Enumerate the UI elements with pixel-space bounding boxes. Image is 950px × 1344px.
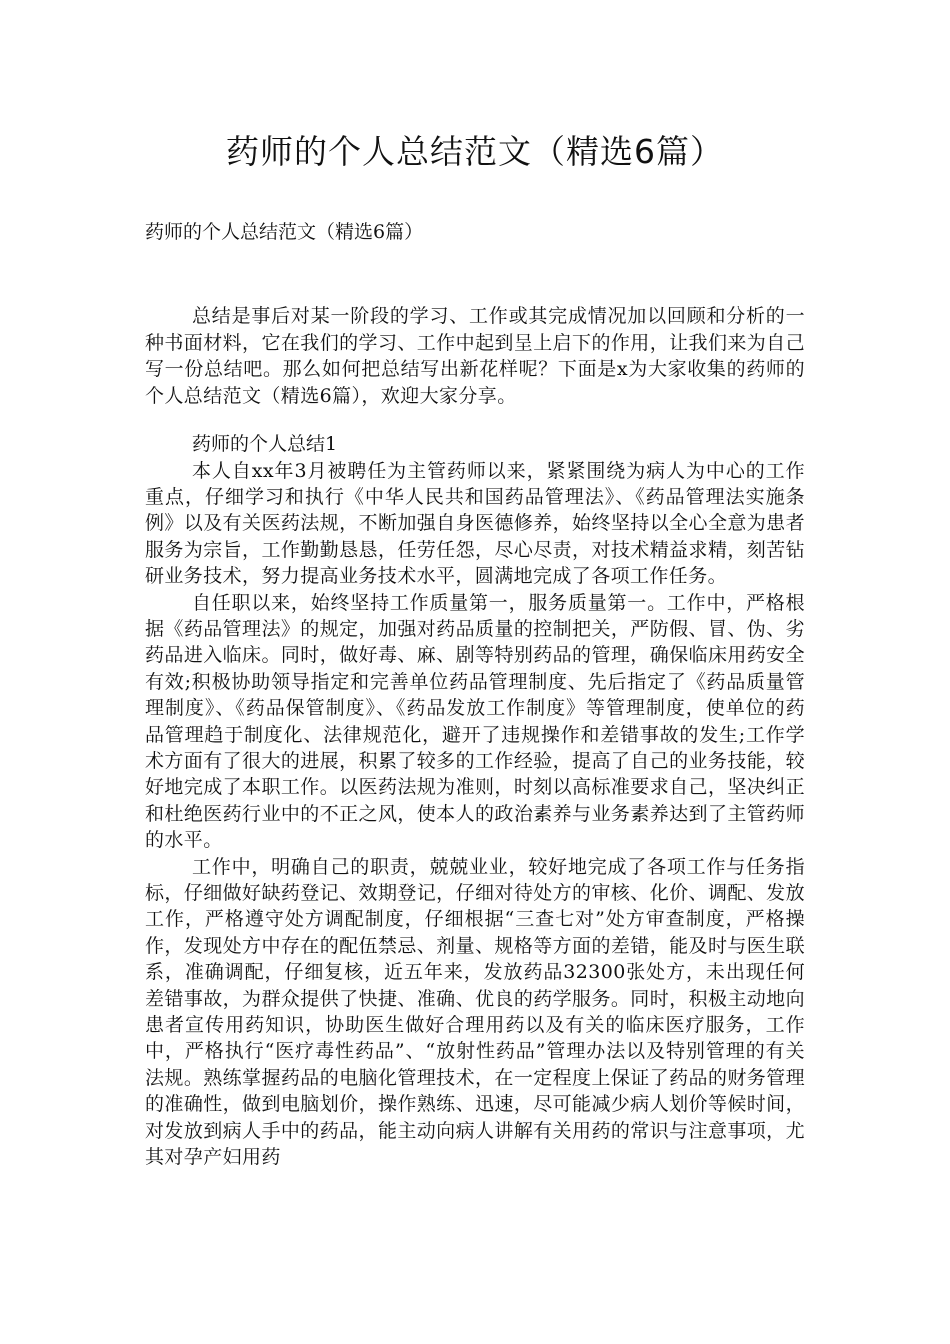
document-subtitle: 药师的个人总结范文（精选6篇） xyxy=(145,221,424,243)
intro-paragraph: 总结是事后对某一阶段的学习、工作或其完成情况加以回顾和分析的一种书面材料，它在我们的学习、工作中起到呈上启下的作用，让我们来为自己写一份总结吧。那么如何把总结写出新花样呢？下面是x为大家收集的药师的个人总结范文（精选6篇），欢迎大家分享。 xyxy=(145,305,805,407)
section-heading: 药师的个人总结1 xyxy=(192,433,338,455)
body-paragraph-2: 自任职以来，始终坚持工作质量第一，服务质量第一。工作中，严格根据《药品管理法》的规定，加强对药品质量的控制把关，严防假、冒、伪、劣药品进入临床。同时，做好毒、麻、剧等特别药品的管理，确保临床用药安全有效;积极协助领导指定和完善单位药品管理制度、先后指定了《药品质量管理制度》、《药品保管制度》、《药品发放工作制度》等管理制度，使单位的药品管理趋于制度化、法律规范化，避开了违规操作和差错事故的发生;工作学术方面有了很大的进展，积累了较多的工作经验，提高了自己的业务技能，较好地完成了本职工作。以医药法规为准则，时刻以高标准要求自己，坚决纠正和杜绝医药行业中的不正之风，使本人的政治素养与业务素养达到了主管药师的水平。 xyxy=(145,591,805,852)
body-paragraph-1: 本人自xx年3月被聘任为主管药师以来，紧紧围绕为病人为中心的工作重点，仔细学习和执行《中华人民共和国药品管理法》、《药品管理法实施条例》以及有关医药法规，不断加强自身医德修养，始终坚持以全心全意为患者服务为宗旨，工作勤勤恳恳，任劳任怨，尽心尽责，对技术精益求精，刻苦钻研业务技术，努力提高业务技术水平，圆满地完成了各项工作任务。 xyxy=(145,459,805,588)
document-title: 药师的个人总结范文（精选6篇） xyxy=(226,132,724,171)
body-paragraph-3: 工作中，明确自己的职责，兢兢业业，较好地完成了各项工作与任务指标，仔细做好缺药登记、效期登记，仔细对待处方的审核、化价、调配、发放工作，严格遵守处方调配制度，仔细根据“三查七对”处方审查制度，严格操作，发现处方中存在的配伍禁忌、剂量、规格等方面的差错，能及时与医生联系，准确调配，仔细复核，近五年来，发放药品32300张处方，未出现任何差错事故，为群众提供了快捷、准确、优良的药学服务。同时，积极主动地向患者宣传用药知识，协助医生做好合理用药以及有关的临床医疗服务，工作中，严格执行“医疗毒性药品”、“放射性药品”管理办法以及特别管理的有关法规。熟练掌握药品的电脑化管理技术，在一定程度上保证了药品的财务管理的准确性，做到电脑划价，操作熟练、迅速，尽可能减少病人划价等候时间，对发放到病人手中的药品，能主动向病人讲解有关用药的常识与注意事项，尤其对孕产妇用药 xyxy=(145,855,805,1169)
